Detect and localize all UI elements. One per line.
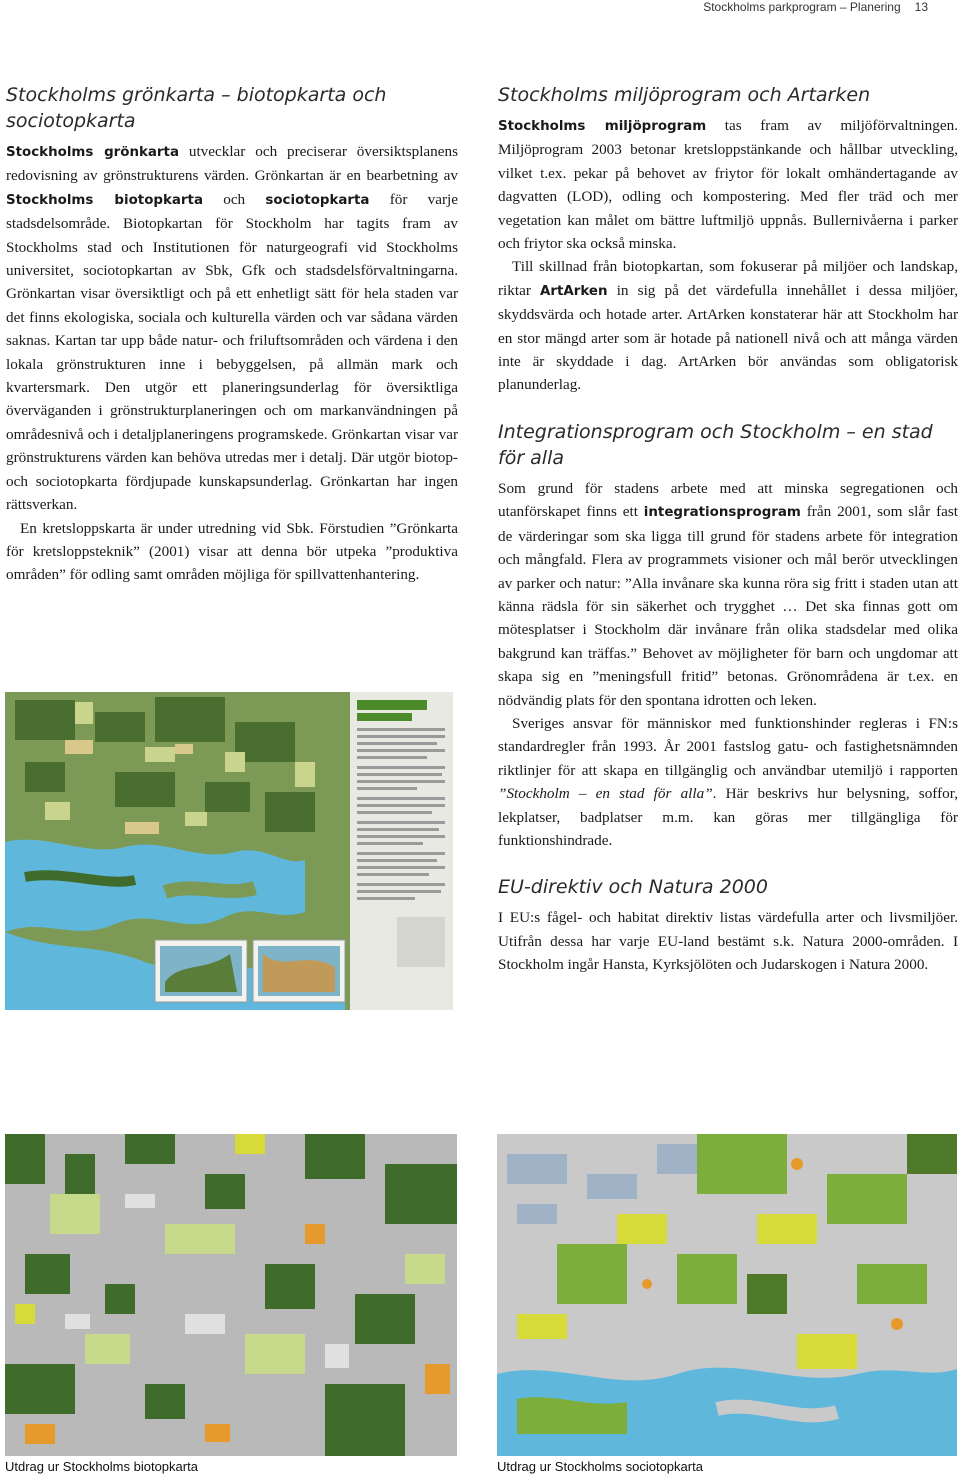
section-heading-integration: Integrationsprogram och Stockholm – en stad för alla: [498, 420, 933, 469]
running-title: Stockholms parkprogram – Planering: [703, 0, 901, 14]
text-run: från 2001, som slår fast de värderingar som ska ligga till grund för stadens arbete för integration och mångfald. Flera av programmets visioner och mål berör utvecklingen av parker och natur: ”Alla invånare ska kunna röra sig fritt i staden utan att känna rädsla för sin säkerhet och trygghet … Det ska finnas gott om mötesplatser i Stockholm där invånare från olika stadsdelar med olika bakgrund kan träffas.” Behovet av möjligheter för barn och ungdomar att skapa sig en ”meningsfull fritid” betonas. Grönområdena är t.ex. en nödvändig plats för den spontana idrotten och leken.: [498, 503, 958, 709]
caption-biotopkarta: Utdrag ur Stockholms biotopkarta: [5, 1459, 198, 1474]
text-run: Som grund för stadens arbete med att minska segregationen och utanförskapet finns ett: [498, 479, 958, 521]
text-run: tas fram av miljöförvaltningen. Miljöprogram 2003 betonar kretsloppstänkande och hållbar utveckling, vilket t.ex. pekar på behovet av friytor för lokalt omhändertagande av dagvatten (LOD), odling och kompostering. Med fler träd och mer vegetation kan målet om bättre luftmiljö uppnås. Bullernivåerna i parker och friytor ska också minska.: [498, 117, 959, 253]
text-run: in sig på det värdefulla innehållet i dessa miljöer, skyddsvärda och hotade arter. ArtArken konstaterar här att Stockholm har en stor mängd arter som är hotade på nationell nivå och att många värden inte är skyddade i dag. ArtArken bör användas som obligatorisk planunderlag.: [498, 281, 958, 394]
page-number: 13: [914, 0, 928, 14]
text-run: Sveriges ansvar för människor med funktionshinder regleras i FN:s standardregler från 1993. År 2001 fastslog gatu- och fastighetsnämnden riktlinjer för att skapa en tillgänglig och användbar utemiljö i rapporten: [498, 714, 958, 779]
text-run: Till skillnad från biotopkartan, som fokuserar på miljöer och landskap, riktar: [498, 258, 958, 299]
term-artarken: ArtArken: [540, 283, 608, 299]
text-run: utvecklar och preciserar översiktsplanens redovisning av grönstrukturens värden. Grönkartan är en bearbetning av: [6, 143, 458, 185]
report-title: ”Stockholm – en stad för alla”: [498, 785, 713, 803]
term-biotopkarta: Stockholms biotopkarta: [6, 192, 203, 208]
spacer: [498, 852, 958, 874]
section-heading-natura: EU-direktiv och Natura 2000: [498, 876, 768, 899]
caption-sociotopkarta: Utdrag ur Stockholms sociotopkarta: [497, 1459, 703, 1474]
paragraph-gronkarta: [6, 140, 458, 517]
paragraph-miljoprogram: [498, 114, 958, 255]
biotopkarta-map-image: [5, 1134, 457, 1456]
gronkarta-map-image: [5, 692, 453, 1010]
term-gronkarta: Stockholms grönkarta: [6, 145, 179, 160]
paragraph-kretslopp: En kretsloppskarta är under utredning vid Sbk. Förstudien ”Grönkarta för kretsloppsteknik” (2001) visar att denna bör utpeka ”produktiva områden” för odling samt områden möjliga för spillvattenhantering.: [6, 519, 458, 584]
section-heading-gronkarta: Stockholms grönkarta – biotopkarta och sociotopkarta: [6, 84, 387, 132]
text-run: . Här beskrivs hur belysning, soffor, lekplatser, badplatser m.m. kan göras mer tillgängliga för funktionshindrade.: [498, 785, 958, 849]
paragraph-integration: [498, 477, 958, 712]
running-header: [703, 0, 928, 14]
text-run: för varje stadsdelsområde. Biotopkartan för Stockholm har tagits fram av Stockholms stad och Institutionen för naturgeografi vid Stockholms universitet, sociotopkartan av Sbk, Gfk och stadsdelsförvaltningarna. Grönkartan visar översiktligt och på ett enhetligt sätt för hela staden var det finns ekologiska, sociala och kulturella värden och var sådana värden saknas. Kartan tar upp både natur- och friluftsområden och värdena i den lokala grönstrukturen inne i bebyggelsen, på allmän mark och kvartersmark. Den utgör ett planeringsunderlag för översiktliga överväganden i grönstrukturplaneringen och om markanvändningen på områdesnivå och i detaljplaneringens programskede. Grönkartan visar var grönstrukturens värden kan behöva utredas mer i detalj. Där utgör biotop- och sociotopkarta fördjupade kunskapsunderlag. Grönkartan har ingen rättsverkan.: [6, 190, 458, 514]
right-column: [498, 82, 958, 977]
term-miljoprogram: Stockholms miljöprogram: [498, 119, 707, 134]
spacer: [498, 397, 958, 419]
term-integrationsprogram: integrationsprogram: [643, 505, 801, 521]
left-column: [6, 82, 458, 587]
text-run: och: [202, 190, 266, 208]
paragraph-artarken: [498, 255, 958, 396]
sociotopkarta-map-image: [497, 1134, 957, 1456]
paragraph-natura: I EU:s fågel- och habitat direktiv listas värdefulla arter och livsmiljöer. Utifrån dessa har varje EU-land bestämt s.k. Natura 2000-områden. I Stockholm ingår Hansta, Kyrksjölöten och Judarskogen i Natura 2000.: [498, 909, 958, 974]
section-heading-miljoprogram: Stockholms miljöprogram och Artarken: [498, 84, 871, 106]
paragraph-funktionshinder: [498, 712, 958, 852]
term-sociotopkarta: sociotopkarta: [265, 192, 370, 208]
